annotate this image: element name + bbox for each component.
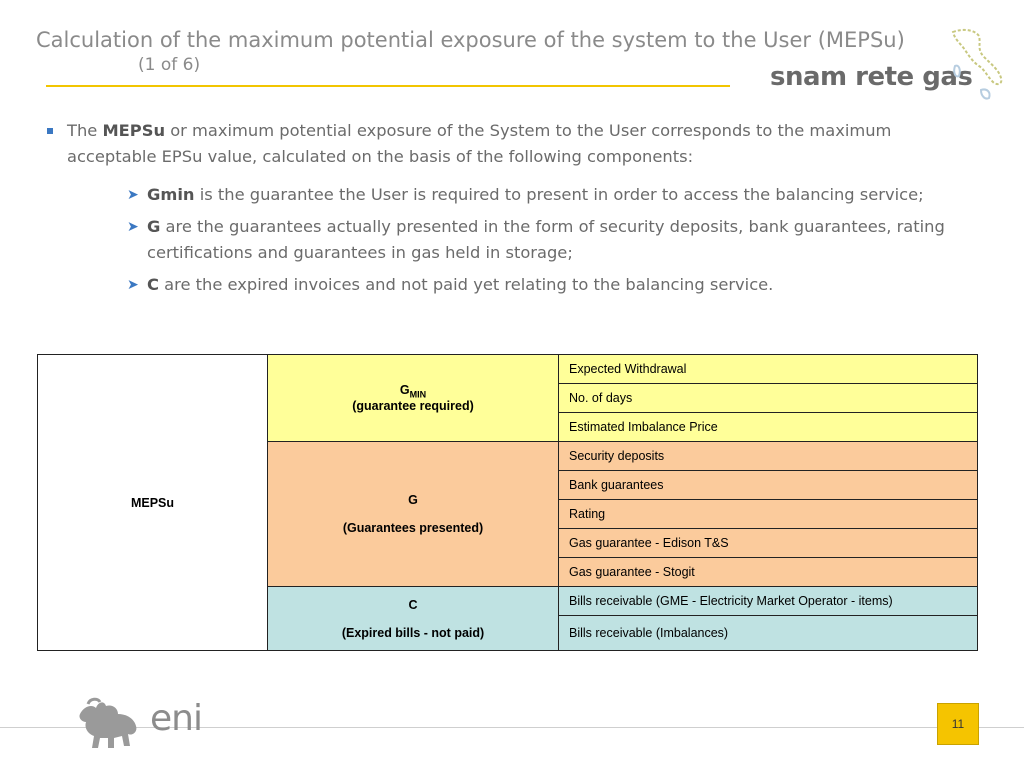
c-group-cell <box>268 587 559 651</box>
gmin-subscript: MIN <box>409 389 427 400</box>
page-number-badge: 11 <box>937 703 979 745</box>
g-group-cell <box>268 442 559 587</box>
slide-body <box>46 118 966 304</box>
component-c <box>127 272 966 298</box>
intro-bullet <box>46 118 966 170</box>
component-text: are the expired invoices and not paid yet relating to the balancing service. <box>158 275 774 294</box>
c-item: Bills receivable (GME - Electricity Market Operator - items) <box>559 587 978 616</box>
component-term: Gmin <box>147 185 195 204</box>
component-gmin <box>127 182 966 208</box>
gmin-caption: (guarantee required) <box>352 399 474 414</box>
intro-text: or maximum potential exposure of the System to the User corresponds to the maximum acceptable EPSu value, calculated on the basis of the following components: <box>67 121 892 166</box>
g-item: Bank guarantees <box>559 471 978 500</box>
six-legged-dog-icon <box>74 696 146 752</box>
snam-logo-text: snam rete gas <box>770 62 973 92</box>
eni-logo <box>74 696 214 754</box>
g-item: Gas guarantee - Edison T&S <box>559 529 978 558</box>
eni-wordmark: eni <box>150 698 202 739</box>
intro-term: MEPSu <box>102 121 166 140</box>
gmin-group-cell <box>268 355 559 442</box>
arrow-bullet-icon: ➤ <box>127 219 139 235</box>
g-item: Security deposits <box>559 442 978 471</box>
gmin-label: G <box>399 382 410 397</box>
g-caption: (Guarantees presented) <box>342 521 484 535</box>
component-list <box>46 182 966 298</box>
mepsu-breakdown-table <box>37 354 978 651</box>
square-bullet-icon <box>47 128 53 134</box>
title-line-2: (1 of 6) <box>138 55 201 75</box>
gmin-item: Estimated Imbalance Price <box>559 413 978 442</box>
italy-map-icon <box>941 26 1011 106</box>
g-item: Rating <box>559 500 978 529</box>
gmin-item: Expected Withdrawal <box>559 355 978 384</box>
component-g <box>127 214 966 266</box>
component-term: G <box>147 217 161 236</box>
gmin-item: No. of days <box>559 384 978 413</box>
c-label: C <box>408 597 418 612</box>
title-line-1: Calculation of the maximum potential exposure of the system to the User (MEPSu) <box>36 28 905 52</box>
mepsu-root-cell: MEPSu <box>38 355 268 651</box>
component-text: are the guarantees actually presented in the form of security deposits, bank guarantees, rating certifications and guarantees in gas held in storage; <box>147 217 945 262</box>
c-caption: (Expired bills - not paid) <box>341 625 485 640</box>
c-item: Bills receivable (Imbalances) <box>559 616 978 651</box>
g-item: Gas guarantee - Stogit <box>559 558 978 587</box>
component-text: is the guarantee the User is required to present in order to access the balancing service; <box>194 185 924 204</box>
title-underline <box>46 85 730 87</box>
component-term: C <box>147 275 159 294</box>
arrow-bullet-icon: ➤ <box>127 277 139 293</box>
arrow-bullet-icon: ➤ <box>127 187 139 203</box>
g-label: G <box>408 493 418 507</box>
table-row <box>38 355 978 384</box>
snam-rete-gas-logo <box>766 56 1011 108</box>
intro-prefix: The <box>67 121 103 140</box>
